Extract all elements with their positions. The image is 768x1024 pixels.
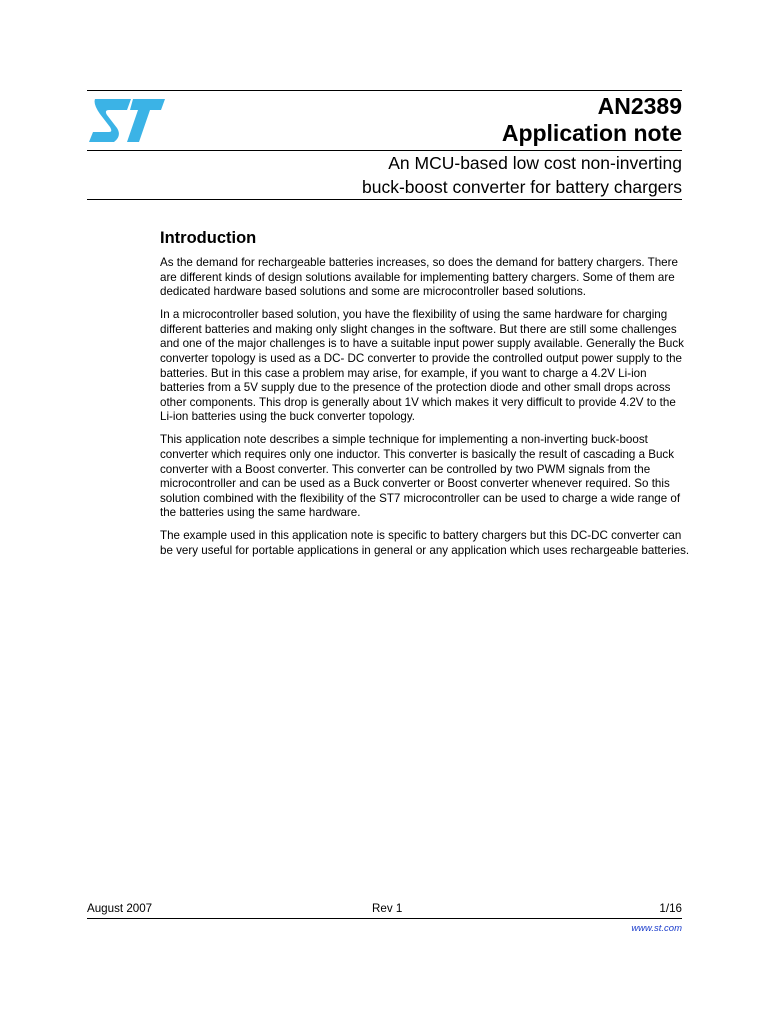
body-text — [160, 256, 690, 567]
document-number: AN2389 — [597, 93, 682, 119]
document-subtitle — [162, 151, 682, 199]
footer-date: August 2007 — [87, 902, 153, 915]
footer-revision: Rev 1 — [372, 902, 403, 915]
subtitle-line-1: An MCU-based low cost non-inverting — [388, 153, 682, 173]
footer-page-number: 1/16 — [659, 902, 682, 915]
footer-rule — [87, 918, 682, 919]
paragraph: This application note describes a simple technique for implementing a non-inverting buck-boost converter which requires only one inductor. This converter is basically the result of cascading a Buck converter with a Boost converter. This converter can be controlled by two PWM signals from the microcontroller and can be used as a Buck converter or Boost converter whenever required. So this solution combined with the flexibility of the ST7 microcontroller can be used to charge a wide range of the batteries using the same hardware. — [160, 433, 681, 520]
document-type: Application note — [501, 120, 682, 146]
paragraph: The example used in this application note is specific to battery chargers but this DC-DC converter can be very useful for portable applications in general or any application which uses rechargeable batteries. — [160, 529, 690, 557]
paragraph: As the demand for rechargeable batteries increases, so does the demand for battery chargers. There are different kinds of design solutions available for implementing battery chargers. Some of them are dedicated hardware based solutions and some are microcontroller based solutions. — [160, 256, 678, 299]
subtitle-line-2: buck-boost converter for battery chargers — [361, 177, 682, 197]
header-bottom-rule — [87, 199, 682, 200]
st-logo-icon — [87, 96, 167, 146]
section-heading: Introduction — [160, 229, 257, 247]
footer-url-link[interactable]: www.st.com — [631, 923, 682, 934]
paragraph: In a microcontroller based solution, you have the flexibility of using the same hardware for charging different batteries and making only slight changes in the software. But there are still some challenges and one of the major challenges is to have a suitable input power supply available. Generally the Buck converter topology is used as a DC- DC converter to provide the controlled output power supply to the batteries. But in this case a problem may arise, for example, if you want to charge a 4.2V Li-ion batteries from a 5V supply due to the presence of the protection diode and other small drops across other components. This drop is generally about 1V which makes it very difficult to provide 4.2V to the Li-ion batteries using the buck converter topology. — [160, 308, 684, 424]
header-top-rule — [87, 90, 682, 91]
